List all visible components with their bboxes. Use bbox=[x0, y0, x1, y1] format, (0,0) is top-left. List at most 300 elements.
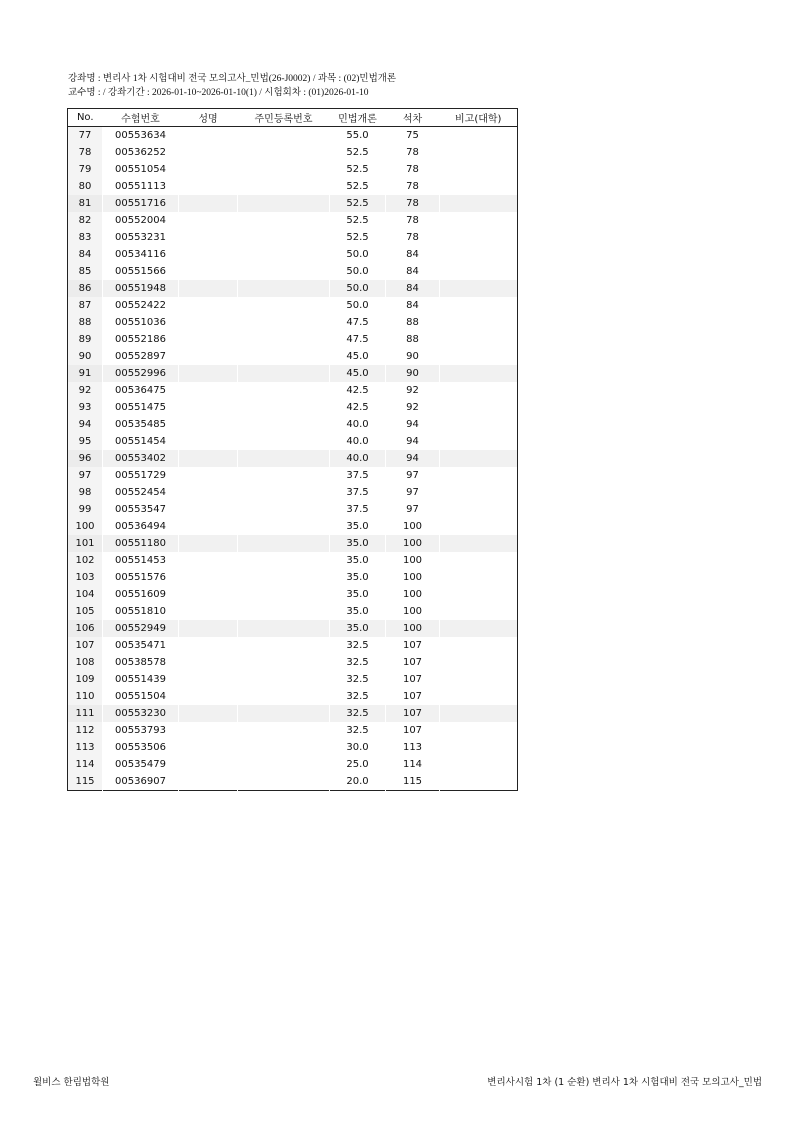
cell-exam-number: 00536494 bbox=[103, 518, 179, 535]
table-row bbox=[68, 586, 518, 603]
table-row bbox=[68, 297, 518, 314]
cell-remarks bbox=[440, 620, 518, 637]
table-row bbox=[68, 348, 518, 365]
cell-civil-law-score: 35.0 bbox=[330, 535, 386, 552]
cell-no: 88 bbox=[68, 314, 103, 331]
cell-resident-number bbox=[238, 569, 330, 586]
cell-resident-number bbox=[238, 382, 330, 399]
table-row bbox=[68, 229, 518, 246]
cell-no: 97 bbox=[68, 467, 103, 484]
cell-remarks bbox=[440, 314, 518, 331]
table-row bbox=[68, 637, 518, 654]
cell-exam-number: 00553634 bbox=[103, 127, 179, 145]
cell-rank: 100 bbox=[386, 535, 440, 552]
cell-civil-law-score: 55.0 bbox=[330, 127, 386, 145]
cell-exam-number: 00552004 bbox=[103, 212, 179, 229]
cell-no: 99 bbox=[68, 501, 103, 518]
cell-name bbox=[179, 280, 238, 297]
cell-civil-law-score: 47.5 bbox=[330, 314, 386, 331]
cell-civil-law-score: 52.5 bbox=[330, 229, 386, 246]
score-table bbox=[67, 108, 518, 791]
cell-rank: 107 bbox=[386, 722, 440, 739]
cell-name bbox=[179, 671, 238, 688]
cell-name bbox=[179, 127, 238, 145]
cell-exam-number: 00552996 bbox=[103, 365, 179, 382]
table-row bbox=[68, 705, 518, 722]
cell-remarks bbox=[440, 450, 518, 467]
cell-rank: 97 bbox=[386, 484, 440, 501]
cell-no: 87 bbox=[68, 297, 103, 314]
column-header-resident-number: 주민등록번호 bbox=[238, 109, 330, 127]
cell-remarks bbox=[440, 263, 518, 280]
cell-rank: 107 bbox=[386, 654, 440, 671]
table-row bbox=[68, 535, 518, 552]
cell-civil-law-score: 42.5 bbox=[330, 382, 386, 399]
cell-no: 108 bbox=[68, 654, 103, 671]
cell-rank: 84 bbox=[386, 246, 440, 263]
cell-civil-law-score: 30.0 bbox=[330, 739, 386, 756]
cell-name bbox=[179, 178, 238, 195]
cell-resident-number bbox=[238, 620, 330, 637]
table-row bbox=[68, 178, 518, 195]
cell-no: 110 bbox=[68, 688, 103, 705]
cell-resident-number bbox=[238, 229, 330, 246]
cell-exam-number: 00553402 bbox=[103, 450, 179, 467]
cell-civil-law-score: 52.5 bbox=[330, 212, 386, 229]
cell-name bbox=[179, 603, 238, 620]
cell-resident-number bbox=[238, 722, 330, 739]
cell-resident-number bbox=[238, 127, 330, 145]
cell-remarks bbox=[440, 688, 518, 705]
cell-civil-law-score: 20.0 bbox=[330, 773, 386, 791]
cell-rank: 97 bbox=[386, 467, 440, 484]
cell-rank: 114 bbox=[386, 756, 440, 773]
table-row bbox=[68, 518, 518, 535]
cell-name bbox=[179, 705, 238, 722]
cell-remarks bbox=[440, 280, 518, 297]
cell-remarks bbox=[440, 195, 518, 212]
cell-rank: 107 bbox=[386, 705, 440, 722]
cell-resident-number bbox=[238, 348, 330, 365]
cell-name bbox=[179, 399, 238, 416]
cell-name bbox=[179, 637, 238, 654]
cell-rank: 78 bbox=[386, 195, 440, 212]
cell-no: 106 bbox=[68, 620, 103, 637]
cell-civil-law-score: 35.0 bbox=[330, 569, 386, 586]
cell-rank: 94 bbox=[386, 433, 440, 450]
cell-name bbox=[179, 263, 238, 280]
cell-resident-number bbox=[238, 654, 330, 671]
cell-civil-law-score: 35.0 bbox=[330, 518, 386, 535]
cell-resident-number bbox=[238, 399, 330, 416]
course-info-line: 강좌명 : 변리사 1차 시험대비 전국 모의고사_민법(26-J0002) / 과목 : (02)민법개론 bbox=[68, 74, 397, 84]
table-row bbox=[68, 671, 518, 688]
cell-remarks bbox=[440, 739, 518, 756]
cell-civil-law-score: 40.0 bbox=[330, 433, 386, 450]
cell-exam-number: 00553793 bbox=[103, 722, 179, 739]
cell-civil-law-score: 50.0 bbox=[330, 280, 386, 297]
cell-name bbox=[179, 348, 238, 365]
cell-civil-law-score: 35.0 bbox=[330, 620, 386, 637]
cell-name bbox=[179, 144, 238, 161]
cell-remarks bbox=[440, 127, 518, 145]
cell-name bbox=[179, 195, 238, 212]
cell-exam-number: 00551948 bbox=[103, 280, 179, 297]
cell-rank: 107 bbox=[386, 688, 440, 705]
cell-rank: 100 bbox=[386, 518, 440, 535]
table-row bbox=[68, 195, 518, 212]
cell-name bbox=[179, 722, 238, 739]
cell-exam-number: 00551113 bbox=[103, 178, 179, 195]
cell-civil-law-score: 32.5 bbox=[330, 705, 386, 722]
cell-name bbox=[179, 518, 238, 535]
cell-rank: 90 bbox=[386, 348, 440, 365]
cell-no: 89 bbox=[68, 331, 103, 348]
cell-civil-law-score: 52.5 bbox=[330, 178, 386, 195]
cell-rank: 84 bbox=[386, 263, 440, 280]
document-header bbox=[68, 72, 396, 100]
table-row bbox=[68, 501, 518, 518]
cell-name bbox=[179, 246, 238, 263]
cell-remarks bbox=[440, 756, 518, 773]
cell-no: 90 bbox=[68, 348, 103, 365]
cell-resident-number bbox=[238, 416, 330, 433]
cell-rank: 94 bbox=[386, 416, 440, 433]
cell-resident-number bbox=[238, 212, 330, 229]
cell-remarks bbox=[440, 654, 518, 671]
cell-remarks bbox=[440, 552, 518, 569]
cell-remarks bbox=[440, 637, 518, 654]
footer-academy-name: 윌비스 한림법학원 bbox=[33, 1077, 110, 1088]
table-row bbox=[68, 416, 518, 433]
cell-remarks bbox=[440, 501, 518, 518]
cell-civil-law-score: 45.0 bbox=[330, 365, 386, 382]
cell-rank: 84 bbox=[386, 280, 440, 297]
cell-civil-law-score: 35.0 bbox=[330, 586, 386, 603]
cell-resident-number bbox=[238, 263, 330, 280]
cell-exam-number: 00553231 bbox=[103, 229, 179, 246]
table-row bbox=[68, 620, 518, 637]
footer-exam-title: 변리사시험 1차 (1 순환) 변리사 1차 시험대비 전국 모의고사_민법 bbox=[487, 1077, 762, 1088]
cell-name bbox=[179, 297, 238, 314]
cell-name bbox=[179, 654, 238, 671]
cell-remarks bbox=[440, 399, 518, 416]
cell-rank: 107 bbox=[386, 637, 440, 654]
table-row bbox=[68, 246, 518, 263]
cell-resident-number bbox=[238, 586, 330, 603]
table-row bbox=[68, 722, 518, 739]
cell-resident-number bbox=[238, 535, 330, 552]
table-row bbox=[68, 212, 518, 229]
cell-no: 82 bbox=[68, 212, 103, 229]
cell-remarks bbox=[440, 365, 518, 382]
cell-remarks bbox=[440, 722, 518, 739]
cell-remarks bbox=[440, 569, 518, 586]
cell-name bbox=[179, 773, 238, 791]
cell-no: 84 bbox=[68, 246, 103, 263]
cell-exam-number: 00551609 bbox=[103, 586, 179, 603]
cell-rank: 100 bbox=[386, 620, 440, 637]
cell-rank: 88 bbox=[386, 331, 440, 348]
table-row bbox=[68, 467, 518, 484]
cell-resident-number bbox=[238, 280, 330, 297]
cell-name bbox=[179, 433, 238, 450]
cell-civil-law-score: 37.5 bbox=[330, 467, 386, 484]
cell-resident-number bbox=[238, 773, 330, 791]
cell-rank: 78 bbox=[386, 212, 440, 229]
cell-no: 111 bbox=[68, 705, 103, 722]
cell-resident-number bbox=[238, 484, 330, 501]
cell-name bbox=[179, 314, 238, 331]
cell-resident-number bbox=[238, 161, 330, 178]
cell-resident-number bbox=[238, 365, 330, 382]
cell-exam-number: 00536475 bbox=[103, 382, 179, 399]
cell-exam-number: 00551454 bbox=[103, 433, 179, 450]
table-row bbox=[68, 552, 518, 569]
cell-remarks bbox=[440, 331, 518, 348]
cell-remarks bbox=[440, 671, 518, 688]
cell-remarks bbox=[440, 433, 518, 450]
cell-resident-number bbox=[238, 331, 330, 348]
cell-remarks bbox=[440, 297, 518, 314]
cell-no: 93 bbox=[68, 399, 103, 416]
cell-name bbox=[179, 450, 238, 467]
cell-name bbox=[179, 467, 238, 484]
cell-remarks bbox=[440, 773, 518, 791]
cell-no: 77 bbox=[68, 127, 103, 145]
cell-exam-number: 00551716 bbox=[103, 195, 179, 212]
cell-rank: 78 bbox=[386, 229, 440, 246]
table-row bbox=[68, 569, 518, 586]
cell-no: 85 bbox=[68, 263, 103, 280]
table-row bbox=[68, 127, 518, 145]
table-row bbox=[68, 161, 518, 178]
table-row bbox=[68, 773, 518, 791]
table-row bbox=[68, 484, 518, 501]
cell-no: 109 bbox=[68, 671, 103, 688]
cell-rank: 78 bbox=[386, 178, 440, 195]
cell-no: 104 bbox=[68, 586, 103, 603]
cell-name bbox=[179, 331, 238, 348]
cell-rank: 100 bbox=[386, 603, 440, 620]
cell-remarks bbox=[440, 348, 518, 365]
cell-resident-number bbox=[238, 178, 330, 195]
cell-civil-law-score: 52.5 bbox=[330, 144, 386, 161]
table-row bbox=[68, 382, 518, 399]
cell-civil-law-score: 37.5 bbox=[330, 484, 386, 501]
cell-resident-number bbox=[238, 637, 330, 654]
cell-name bbox=[179, 229, 238, 246]
cell-remarks bbox=[440, 246, 518, 263]
cell-exam-number: 00536252 bbox=[103, 144, 179, 161]
cell-resident-number bbox=[238, 739, 330, 756]
cell-resident-number bbox=[238, 144, 330, 161]
cell-name bbox=[179, 569, 238, 586]
cell-exam-number: 00535479 bbox=[103, 756, 179, 773]
cell-exam-number: 00551180 bbox=[103, 535, 179, 552]
cell-exam-number: 00551504 bbox=[103, 688, 179, 705]
column-header-no: No. bbox=[68, 109, 103, 127]
cell-rank: 100 bbox=[386, 569, 440, 586]
table-row bbox=[68, 144, 518, 161]
cell-no: 96 bbox=[68, 450, 103, 467]
cell-no: 81 bbox=[68, 195, 103, 212]
cell-rank: 92 bbox=[386, 382, 440, 399]
cell-rank: 84 bbox=[386, 297, 440, 314]
cell-remarks bbox=[440, 603, 518, 620]
cell-exam-number: 00551729 bbox=[103, 467, 179, 484]
cell-rank: 78 bbox=[386, 144, 440, 161]
cell-no: 115 bbox=[68, 773, 103, 791]
cell-resident-number bbox=[238, 297, 330, 314]
cell-no: 107 bbox=[68, 637, 103, 654]
table-row bbox=[68, 756, 518, 773]
cell-name bbox=[179, 620, 238, 637]
cell-civil-law-score: 50.0 bbox=[330, 297, 386, 314]
cell-remarks bbox=[440, 212, 518, 229]
cell-resident-number bbox=[238, 433, 330, 450]
cell-no: 100 bbox=[68, 518, 103, 535]
cell-rank: 97 bbox=[386, 501, 440, 518]
cell-remarks bbox=[440, 586, 518, 603]
cell-civil-law-score: 37.5 bbox=[330, 501, 386, 518]
cell-name bbox=[179, 688, 238, 705]
table-header-row bbox=[68, 109, 518, 127]
cell-resident-number bbox=[238, 671, 330, 688]
cell-rank: 107 bbox=[386, 671, 440, 688]
cell-civil-law-score: 42.5 bbox=[330, 399, 386, 416]
cell-exam-number: 00553506 bbox=[103, 739, 179, 756]
cell-civil-law-score: 32.5 bbox=[330, 637, 386, 654]
cell-name bbox=[179, 416, 238, 433]
table-row bbox=[68, 654, 518, 671]
cell-rank: 100 bbox=[386, 586, 440, 603]
cell-name bbox=[179, 161, 238, 178]
cell-name bbox=[179, 365, 238, 382]
table-row bbox=[68, 365, 518, 382]
table-row bbox=[68, 399, 518, 416]
cell-civil-law-score: 50.0 bbox=[330, 263, 386, 280]
table-row bbox=[68, 433, 518, 450]
cell-name bbox=[179, 739, 238, 756]
cell-civil-law-score: 25.0 bbox=[330, 756, 386, 773]
cell-no: 114 bbox=[68, 756, 103, 773]
cell-no: 94 bbox=[68, 416, 103, 433]
cell-no: 101 bbox=[68, 535, 103, 552]
cell-no: 79 bbox=[68, 161, 103, 178]
cell-civil-law-score: 32.5 bbox=[330, 688, 386, 705]
table-row bbox=[68, 739, 518, 756]
cell-resident-number bbox=[238, 603, 330, 620]
cell-rank: 92 bbox=[386, 399, 440, 416]
column-header-civil-law-score: 민법개론 bbox=[330, 109, 386, 127]
cell-resident-number bbox=[238, 195, 330, 212]
cell-exam-number: 00551475 bbox=[103, 399, 179, 416]
cell-exam-number: 00538578 bbox=[103, 654, 179, 671]
column-header-rank: 석차 bbox=[386, 109, 440, 127]
cell-civil-law-score: 35.0 bbox=[330, 603, 386, 620]
cell-civil-law-score: 40.0 bbox=[330, 450, 386, 467]
cell-exam-number: 00552422 bbox=[103, 297, 179, 314]
cell-civil-law-score: 52.5 bbox=[330, 195, 386, 212]
cell-remarks bbox=[440, 705, 518, 722]
cell-remarks bbox=[440, 518, 518, 535]
cell-name bbox=[179, 756, 238, 773]
cell-remarks bbox=[440, 178, 518, 195]
cell-no: 102 bbox=[68, 552, 103, 569]
cell-exam-number: 00535471 bbox=[103, 637, 179, 654]
cell-civil-law-score: 52.5 bbox=[330, 161, 386, 178]
cell-civil-law-score: 32.5 bbox=[330, 722, 386, 739]
cell-name bbox=[179, 552, 238, 569]
cell-name bbox=[179, 535, 238, 552]
cell-civil-law-score: 47.5 bbox=[330, 331, 386, 348]
cell-name bbox=[179, 501, 238, 518]
cell-rank: 75 bbox=[386, 127, 440, 145]
cell-exam-number: 00551453 bbox=[103, 552, 179, 569]
cell-remarks bbox=[440, 484, 518, 501]
cell-name bbox=[179, 382, 238, 399]
cell-remarks bbox=[440, 467, 518, 484]
cell-resident-number bbox=[238, 501, 330, 518]
cell-rank: 78 bbox=[386, 161, 440, 178]
cell-no: 112 bbox=[68, 722, 103, 739]
cell-exam-number: 00552897 bbox=[103, 348, 179, 365]
cell-remarks bbox=[440, 229, 518, 246]
cell-exam-number: 00551054 bbox=[103, 161, 179, 178]
cell-exam-number: 00536907 bbox=[103, 773, 179, 791]
cell-no: 78 bbox=[68, 144, 103, 161]
cell-resident-number bbox=[238, 688, 330, 705]
table-row bbox=[68, 688, 518, 705]
cell-exam-number: 00552949 bbox=[103, 620, 179, 637]
cell-name bbox=[179, 212, 238, 229]
cell-remarks bbox=[440, 382, 518, 399]
cell-exam-number: 00553547 bbox=[103, 501, 179, 518]
cell-rank: 100 bbox=[386, 552, 440, 569]
column-header-name: 성명 bbox=[179, 109, 238, 127]
cell-resident-number bbox=[238, 518, 330, 535]
cell-resident-number bbox=[238, 314, 330, 331]
table-body bbox=[68, 127, 518, 791]
table-row bbox=[68, 280, 518, 297]
cell-no: 95 bbox=[68, 433, 103, 450]
cell-exam-number: 00552454 bbox=[103, 484, 179, 501]
column-header-remarks: 비고(대학) bbox=[440, 109, 518, 127]
cell-no: 83 bbox=[68, 229, 103, 246]
cell-remarks bbox=[440, 144, 518, 161]
cell-rank: 115 bbox=[386, 773, 440, 791]
cell-civil-law-score: 40.0 bbox=[330, 416, 386, 433]
cell-name bbox=[179, 484, 238, 501]
cell-civil-law-score: 45.0 bbox=[330, 348, 386, 365]
table-row bbox=[68, 450, 518, 467]
cell-resident-number bbox=[238, 756, 330, 773]
instructor-info-line: 교수명 : / 강좌기간 : 2026-01-10~2026-01-10(1) / 시험회차 : (01)2026-01-10 bbox=[68, 88, 369, 98]
cell-no: 105 bbox=[68, 603, 103, 620]
cell-no: 103 bbox=[68, 569, 103, 586]
cell-civil-law-score: 32.5 bbox=[330, 671, 386, 688]
table-row bbox=[68, 603, 518, 620]
cell-civil-law-score: 50.0 bbox=[330, 246, 386, 263]
cell-remarks bbox=[440, 416, 518, 433]
cell-rank: 90 bbox=[386, 365, 440, 382]
cell-no: 80 bbox=[68, 178, 103, 195]
cell-rank: 113 bbox=[386, 739, 440, 756]
cell-exam-number: 00551576 bbox=[103, 569, 179, 586]
cell-remarks bbox=[440, 535, 518, 552]
cell-exam-number: 00551439 bbox=[103, 671, 179, 688]
